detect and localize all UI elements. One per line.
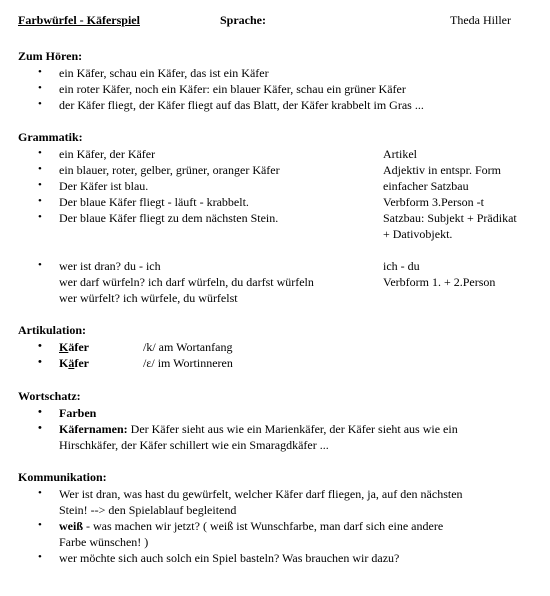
list-item: • ein Käfer, der Käfer Artikel [38, 147, 417, 161]
list-item [0, 356, 550, 371]
list-item: • der Käfer fliegt, der Käfer fliegt auf das Blatt, der Käfer krabbelt im Gras ... [38, 98, 424, 112]
list-item: • ein blauer, roter, gelber, grüner, oranger Käfer Adjektiv in entspr. Form [38, 163, 501, 177]
bullet-icon: • [38, 406, 42, 418]
grammar-note: Artikel [383, 147, 417, 161]
section-title-artikulation: Artikulation: [18, 323, 87, 337]
list-item-continuation: Stein! --> den Spielablauf begleitend [59, 503, 237, 517]
grammar-note: + Dativobjekt. [383, 227, 453, 241]
list-item-continuation: wer darf würfeln? ich darf würfeln, du darfst würfeln Verbform 1. + 2.Person [59, 275, 496, 289]
bullet-icon: • [38, 66, 42, 78]
header [18, 13, 540, 29]
bullet-icon: • [38, 163, 42, 175]
articulation-word: Käfer [59, 356, 89, 370]
articulation-desc: /ɛ/ im Wortinneren [143, 356, 233, 370]
list-item: • Der Käfer ist blau. einfacher Satzbau [38, 179, 469, 193]
bullet-icon: • [38, 356, 42, 368]
list-item: • Wer ist dran, was hast du gewürfelt, welcher Käfer darf fliegen, ja, auf den nächsten [38, 487, 463, 501]
list-item [0, 340, 550, 355]
list-item-continuation: Hirschkäfer, der Käfer schillert wie ein Smaragdkäfer ... [59, 438, 329, 452]
list-item: • wer ist dran? du - ich ich - du [38, 259, 420, 273]
grammar-note: ich - du [383, 259, 420, 273]
language-label: Sprache: [220, 13, 266, 27]
section-title-grammatik: Grammatik: [18, 130, 83, 144]
grammar-note: Verbform 1. + 2.Person [383, 275, 496, 289]
articulation-word: Käfer [59, 340, 89, 354]
list-item: • ein roter Käfer, noch ein Käfer: ein blauer Käfer, schau ein grüner Käfer [38, 82, 406, 96]
bullet-icon: • [38, 487, 42, 499]
bullet-icon: • [38, 259, 42, 271]
author-name: Theda Hiller [450, 13, 511, 27]
bullet-icon: • [38, 147, 42, 159]
grammar-note: Satzbau: Subjekt + Prädikat [383, 211, 517, 225]
bullet-icon: • [38, 519, 42, 531]
bullet-icon: • [38, 179, 42, 191]
list-item: • wer möchte sich auch solch ein Spiel basteln? Was brauchen wir dazu? [38, 551, 400, 565]
list-item-continuation: Farbe wünschen! ) [59, 535, 149, 549]
section-title-wortschatz: Wortschatz: [18, 389, 81, 403]
bullet-icon: • [38, 340, 42, 352]
bullet-icon: • [38, 211, 42, 223]
list-item: • Käfernamen: Der Käfer sieht aus wie ein Marienkäfer, der Käfer sieht aus wie ein [38, 422, 458, 436]
section-title-kommunikation: Kommunikation: [18, 470, 107, 484]
bullet-icon: • [38, 195, 42, 207]
bullet-icon: • [38, 422, 42, 434]
grammar-note: einfacher Satzbau [383, 179, 469, 193]
list-item: • ein Käfer, schau ein Käfer, das ist ein Käfer [38, 66, 269, 80]
list-item: • Der blaue Käfer fliegt zu dem nächsten Stein. Satzbau: Subjekt + Prädikat [38, 211, 517, 225]
list-item-continuation [0, 227, 550, 242]
list-item: • Farben [38, 406, 97, 420]
bullet-icon: • [38, 551, 42, 563]
document-title: Farbwürfel - Käferspiel [18, 13, 140, 27]
list-item-continuation: wer würfelt? ich würfele, du würfelst [59, 291, 238, 305]
grammar-note: Adjektiv in entspr. Form [383, 163, 501, 177]
list-item: • Der blaue Käfer fliegt - läuft - krabbelt. Verbform 3.Person -t [38, 195, 484, 209]
bullet-icon: • [38, 82, 42, 94]
list-item: • weiß - was machen wir jetzt? ( weiß ist Wunschfarbe, man darf sich eine andere [38, 519, 444, 533]
bullet-icon: • [38, 98, 42, 110]
articulation-desc: /k/ am Wortanfang [143, 340, 233, 354]
section-title-hoeren: Zum Hören: [18, 49, 83, 63]
grammar-note: Verbform 3.Person -t [383, 195, 484, 209]
